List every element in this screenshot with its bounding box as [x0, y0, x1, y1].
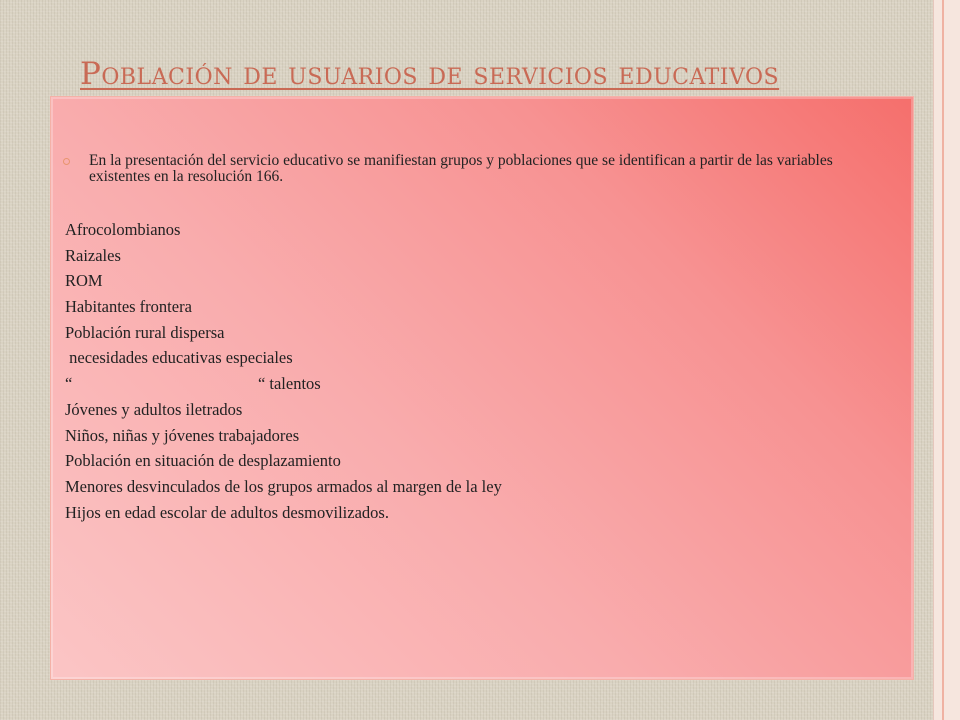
list-item: “ “ talentos [65, 374, 321, 394]
list-item: Afrocolombianos [65, 220, 181, 239]
list-item: Población rural dispersa [65, 322, 225, 342]
bullet-circle-icon [63, 158, 70, 165]
list-item: Niños, niñas y jóvenes trabajadores [65, 425, 300, 445]
content-panel [50, 96, 914, 680]
bullet-text: En la presentación del servicio educativo se manifiestan grupos y poblaciones que se identifican a partir de las variables existentes en la resolución 166. [89, 152, 833, 185]
list-item: Jóvenes y adultos iletrados [65, 399, 243, 419]
list-item: Raizales [65, 245, 121, 265]
list-item: Hijos en edad escolar de adultos desmovilizados. [65, 502, 389, 522]
list-item: Menores desvinculados de los grupos armados al margen de la ley [65, 476, 502, 496]
slide-title: Población de usuarios de servicios educativos [80, 56, 780, 92]
bullet-paragraph [63, 153, 883, 185]
list-item: Habitantes frontera [65, 297, 192, 317]
list-item: ROM [65, 271, 103, 291]
population-list [65, 217, 502, 525]
list-item: necesidades educativas especiales [65, 348, 293, 368]
decorative-right-border [933, 0, 960, 720]
list-item: Población en situación de desplazamiento [65, 451, 341, 471]
